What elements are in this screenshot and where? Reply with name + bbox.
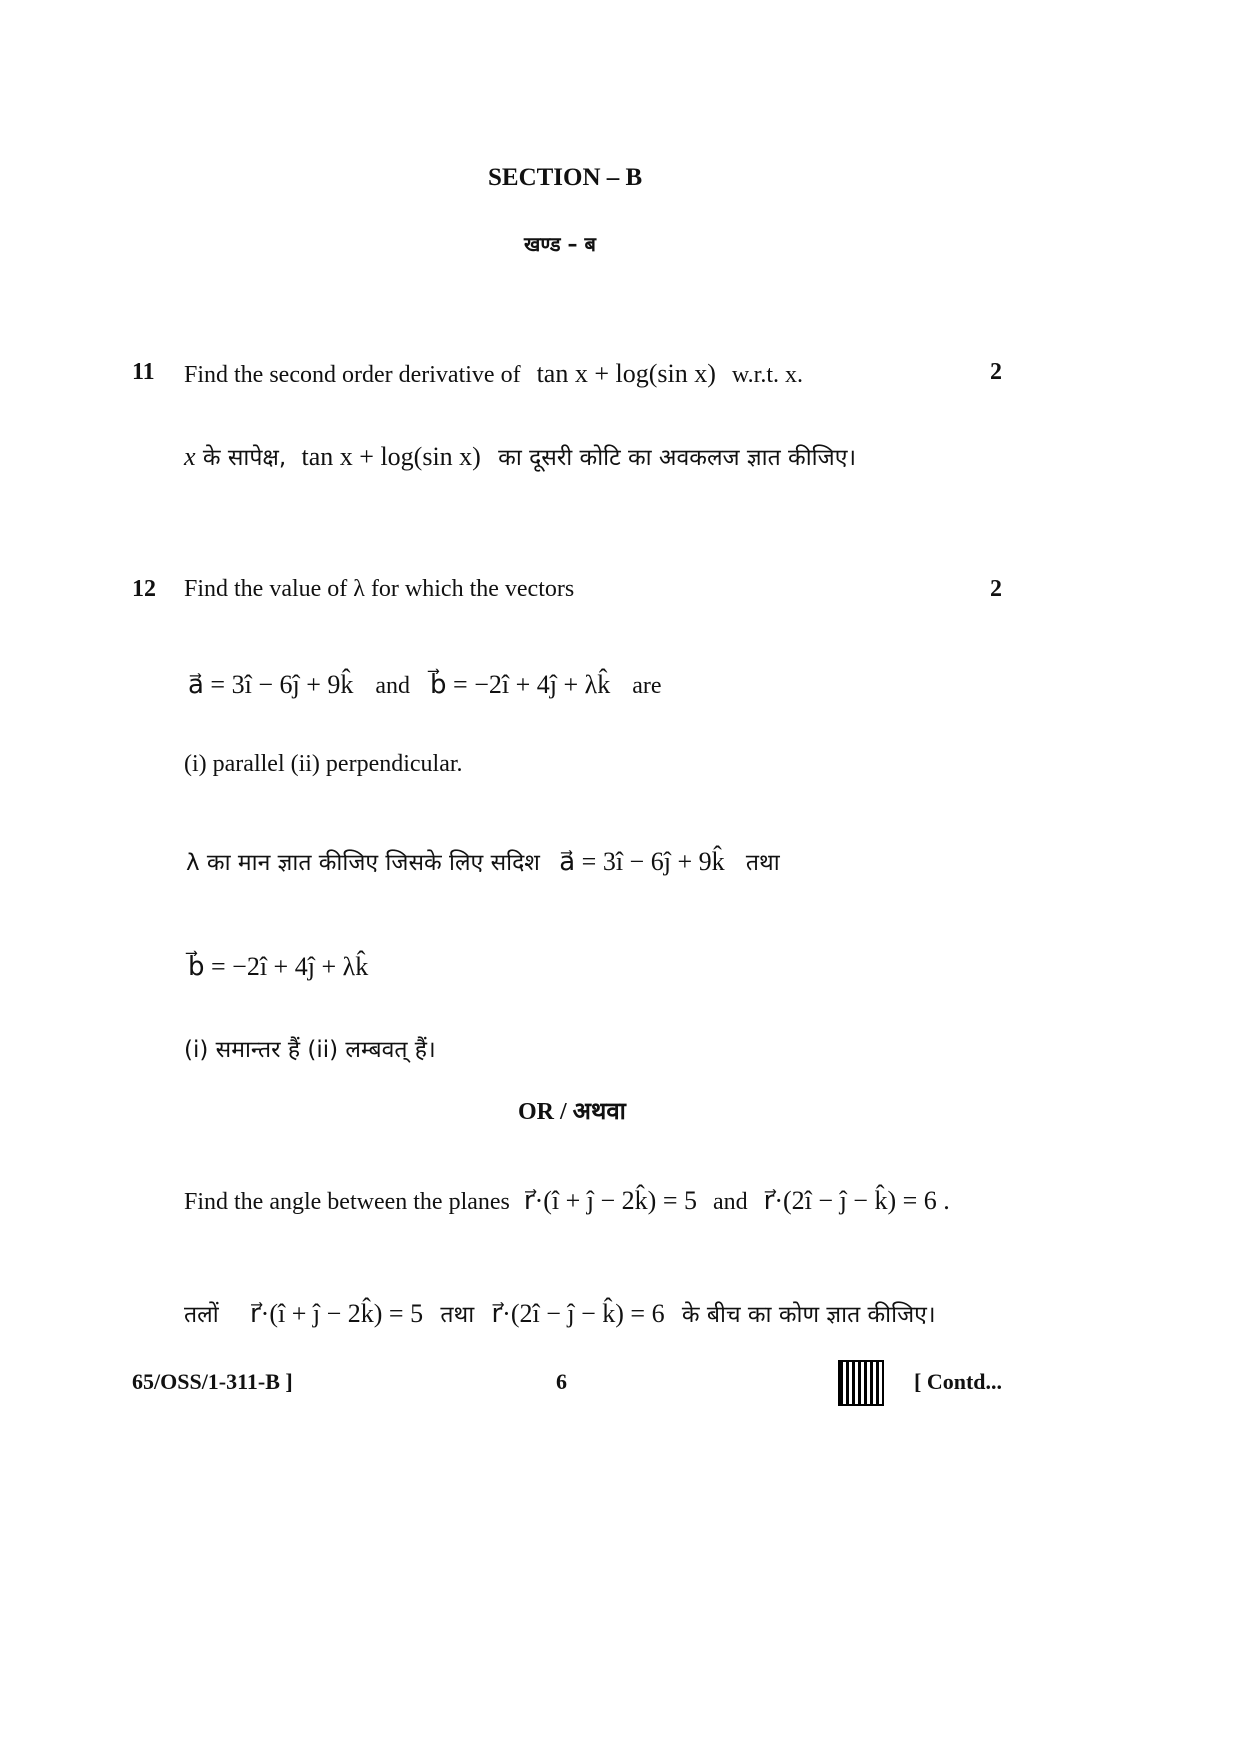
hindi-tatha: तथा xyxy=(745,850,780,876)
question-12-options: (i) parallel (ii) perpendicular. xyxy=(184,751,463,777)
question-12-hindi-prompt: λ का मान ज्ञात कीजिए जिसके लिए सदिश xyxy=(186,850,540,876)
or-separator: OR / अथवा xyxy=(518,1099,626,1125)
alternative-hindi-plane-1: r⃗·(î + ĵ − 2k̂) = 5 xyxy=(249,1299,424,1328)
question-number-12: 12 xyxy=(132,576,156,602)
alternative-hindi-prefix: तलों xyxy=(184,1302,219,1328)
section-title-hindi: खण्ड – ब xyxy=(524,232,596,256)
question-12-marks: 2 xyxy=(990,576,1002,602)
section-title: SECTION – B xyxy=(488,164,643,191)
question-12-options-hindi: (i) समान्तर हैं (ii) लम्बवत् हैं। xyxy=(184,1037,436,1063)
alternative-and: and xyxy=(713,1189,748,1215)
question-11-hindi-expression: tan x + log(sin x) xyxy=(301,442,481,471)
hindi-vector-a: a⃗ = 3î − 6ĵ + 9k̂ xyxy=(559,847,725,876)
question-11-marks: 2 xyxy=(990,359,1002,385)
hindi-vector-b: b⃗ = −2î + 4ĵ + λk̂ xyxy=(188,952,369,981)
vector-a: a⃗ = 3î − 6ĵ + 9k̂ xyxy=(188,670,354,699)
question-12-hindi-line1 xyxy=(186,845,780,877)
alternative-plane-1: r⃗·(î + ĵ − 2k̂) = 5 xyxy=(523,1186,698,1215)
question-11-hindi-tail: का दूसरी कोटि का अवकलज ज्ञात कीजिए। xyxy=(498,445,857,471)
question-11-hindi xyxy=(184,440,856,472)
question-11-prompt: Find the second order derivative of xyxy=(184,362,521,388)
alternative-hindi-plane-2: r⃗·(2î − ĵ − k̂) = 6 xyxy=(491,1299,665,1328)
question-11-hindi-prefix: के सापेक्ष, xyxy=(202,445,287,471)
question-11-wrt: w.r.t. x. xyxy=(731,362,803,388)
alternative-hindi-tatha: तथा xyxy=(440,1302,475,1328)
alternative-hindi-tail: के बीच का कोण ज्ञात कीजिए। xyxy=(681,1302,936,1328)
question-12-alternative-hindi xyxy=(184,1297,936,1329)
question-12-alternative xyxy=(184,1186,950,1216)
alternative-plane-2: r⃗·(2î − ĵ − k̂) = 6 . xyxy=(763,1186,950,1215)
question-11-hindi-var: x xyxy=(184,442,196,471)
question-12-vectors xyxy=(188,670,662,700)
question-11-text xyxy=(184,359,803,389)
vectors-and: and xyxy=(375,673,411,699)
paper-code: 65/OSS/1-311-B ] xyxy=(132,1369,293,1394)
vector-b: b⃗ = −2î + 4ĵ + λk̂ xyxy=(430,670,611,699)
qr-code-icon xyxy=(840,1362,882,1404)
page-number: 6 xyxy=(556,1369,567,1394)
vectors-are: are xyxy=(632,673,662,699)
question-12-prompt: Find the value of λ for which the vectors xyxy=(184,576,575,602)
question-number-11: 11 xyxy=(132,359,155,385)
question-11-expression: tan x + log(sin x) xyxy=(536,359,716,388)
alternative-prompt: Find the angle between the planes xyxy=(184,1189,510,1215)
continued-label: [ Contd... xyxy=(914,1369,1003,1394)
